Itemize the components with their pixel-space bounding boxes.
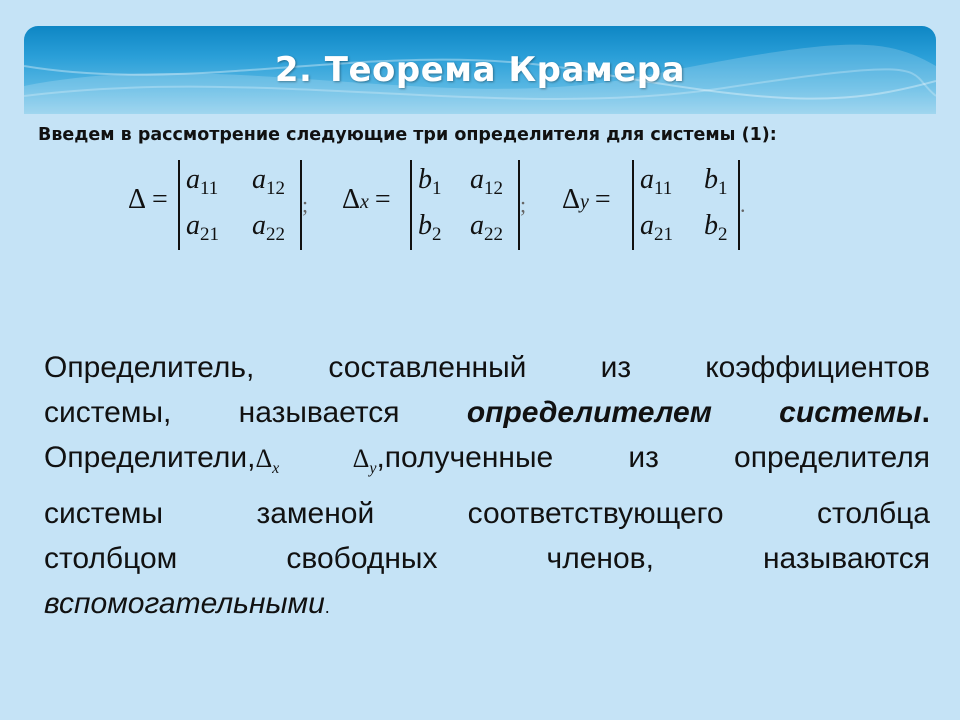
- body-paragraph: [44, 345, 930, 630]
- matrix-cell: $a_{12}$: [252, 164, 285, 199]
- delta-symbol: Δ: [342, 184, 361, 215]
- determinant-formula-delta: [128, 160, 328, 252]
- delta-symbol: Δ: [562, 184, 581, 215]
- determinant-matrix: [632, 160, 740, 250]
- paragraph-line: столбцом свободных членов, называются: [44, 542, 930, 575]
- slide-title: 2. Теорема Крамера: [274, 50, 686, 90]
- matrix-cell: $a_{11}$: [640, 164, 673, 199]
- equals-sign: =: [374, 184, 391, 215]
- equals-sign: =: [594, 184, 611, 215]
- paragraph-line: системы заменой соответствующего столбца: [44, 497, 930, 530]
- matrix-cell: $a_{21}$: [640, 210, 673, 245]
- matrix-cell: $a_{21}$: [186, 210, 219, 245]
- paragraph-line: $Определители,\Delta_x$ $\Delta_y,полученные$ из определителя: [44, 441, 930, 477]
- matrix-cell: $a_{22}$: [470, 210, 503, 245]
- determinant-formula-delta-y: Δy = $a_{11}$ $b_1$ $a_{21}$ $b_2$ .: [562, 160, 762, 252]
- matrix-cell: $b_1$: [418, 164, 442, 199]
- delta-x-symbol: $\Delta_x$ $\Delta_y$: [255, 444, 377, 477]
- paragraph-line: системы, называется определителем системы.: [44, 396, 930, 429]
- matrix-cell: $a_{11}$: [186, 164, 219, 199]
- separator: ;: [520, 192, 527, 217]
- determinant-matrix: [410, 160, 520, 250]
- separator: ;: [302, 192, 309, 217]
- determinant-matrix: [178, 160, 302, 250]
- term-system-determinant: определителем системы: [466, 396, 922, 429]
- matrix-cell: $a_{22}$: [252, 210, 285, 245]
- determinant-formula-delta-x: Δx = $b_1$ $a_{12}$ $b_2$ $a_{22}$ ;: [342, 160, 542, 252]
- paragraph-line: вспомогательными.: [44, 587, 330, 620]
- paragraph-line: Определитель, составленный из коэффициентов: [44, 351, 930, 384]
- matrix-cell: $b_2$: [704, 210, 728, 245]
- delta-symbol: Δ: [128, 184, 147, 215]
- term-auxiliary: вспомогательными: [44, 587, 325, 620]
- intro-text: Введем в рассмотрение следующие три определителя для системы (1):: [38, 125, 777, 145]
- matrix-cell: $b_2$: [418, 210, 442, 245]
- equals-sign: =: [152, 184, 168, 215]
- matrix-cell: $a_{12}$: [470, 164, 503, 199]
- separator: .: [740, 192, 746, 217]
- matrix-cell: $b_1$: [704, 164, 728, 199]
